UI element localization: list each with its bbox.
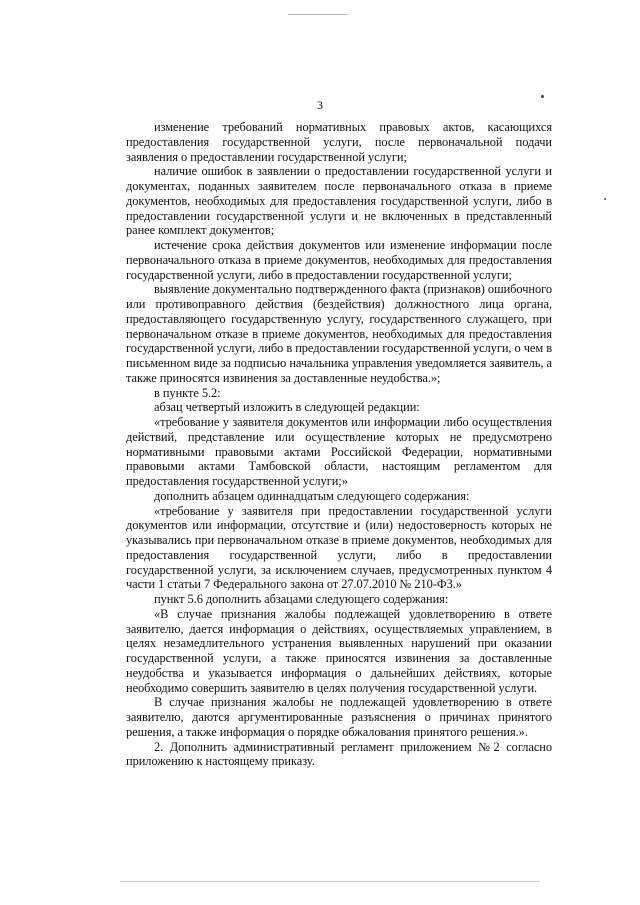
scan-artifact: [541, 95, 544, 98]
paragraph: в пункте 5.2:: [154, 385, 221, 400]
paragraph: изменение требований нормативных правовых актов, касающихся предоставления государственной услуги, после первоначальной подачи заявления о предоставлении государственной услуги;: [126, 120, 552, 164]
paragraph: дополнить абзацем одиннадцатым следующего содержания:: [154, 488, 470, 503]
paragraph: «В случае признания жалобы подлежащей удовлетворению в ответе заявителю, дается информация о действиях, осуществляемых управлением, в целях незамедлительного устранения выявленных нарушений при оказании государственной услуги, а также приносятся извинения за доставленные неудобства и указывается информация о дальнейших действиях, которые необходимо совершить заявителю в целях получения государственной услуги.: [126, 606, 552, 695]
paragraph: абзац четвертый изложить в следующей редакции:: [154, 400, 420, 415]
paragraph: истечение срока действия документов или изменение информации после первоначального отказа в приеме документов, необходимых для предоставления государственной услуги, либо в предоставлении государственной услуги;: [126, 238, 552, 282]
paragraph: наличие ошибок в заявлении о предоставлении государственной услуги и документах, поданных заявителем после первоначального отказа в приеме документов, необходимых для предоставления государственной услуги, либо в предоставлении государственной услуги и не включенных в представленный ранее комплект документов;: [126, 164, 552, 238]
document-body: [126, 120, 552, 769]
paragraph: «требование у заявителя документов или информации либо осуществления действий, представление или осуществление которых не предусмотрено нормативными правовыми актами Российской Федерации, нормативными правовыми актами Тамбовской области, настоящим регламентом для предоставления государственной услуги;»: [126, 415, 552, 488]
paragraph: выявление документально подтвержденного факта (признаков) ошибочного или противоправного действия (бездействия) должностного лица органа, предоставляющего государственную услугу, государственного служащего, при первоначальном отказе в приеме документов, необходимых для предоставления государственной услуги, либо в предоставлении государственной услуги, о чем в письменном виде за подписью начальника управления уведомляется заявитель, а также приносятся извинения за доставленные неудобства.»;: [126, 282, 552, 385]
paragraph: «требование у заявителя при предоставлении государственной услуги документов или информации, отсутствие и (или) недостоверность которых не указывались при первоначальном отказе в приеме документов, необходимых для предоставления государственной услуги, либо в предоставлении государственной услуги, за исключением случаев, предусмотренных пунктом 4 части 1 статьи 7 Федерального закона от 27.07.2010 № 210-ФЗ.»: [126, 503, 552, 592]
scan-artifact: [288, 14, 348, 15]
page-number: 3: [317, 98, 323, 112]
paragraph: пункт 5.6 дополнить абзацами следующего содержания:: [154, 592, 449, 606]
paragraph: 2. Дополнить административный регламент приложением №2 согласно приложению к настоящему приказу.: [126, 739, 552, 769]
paragraph: В случае признания жалобы не подлежащей удовлетворению в ответе заявителю, даются аргументированные разъяснения о причинах принятого решения, а также информация о порядке обжалования принятого решения.».: [126, 695, 552, 739]
scan-artifact: [120, 881, 540, 882]
scan-artifact: [604, 198, 606, 200]
